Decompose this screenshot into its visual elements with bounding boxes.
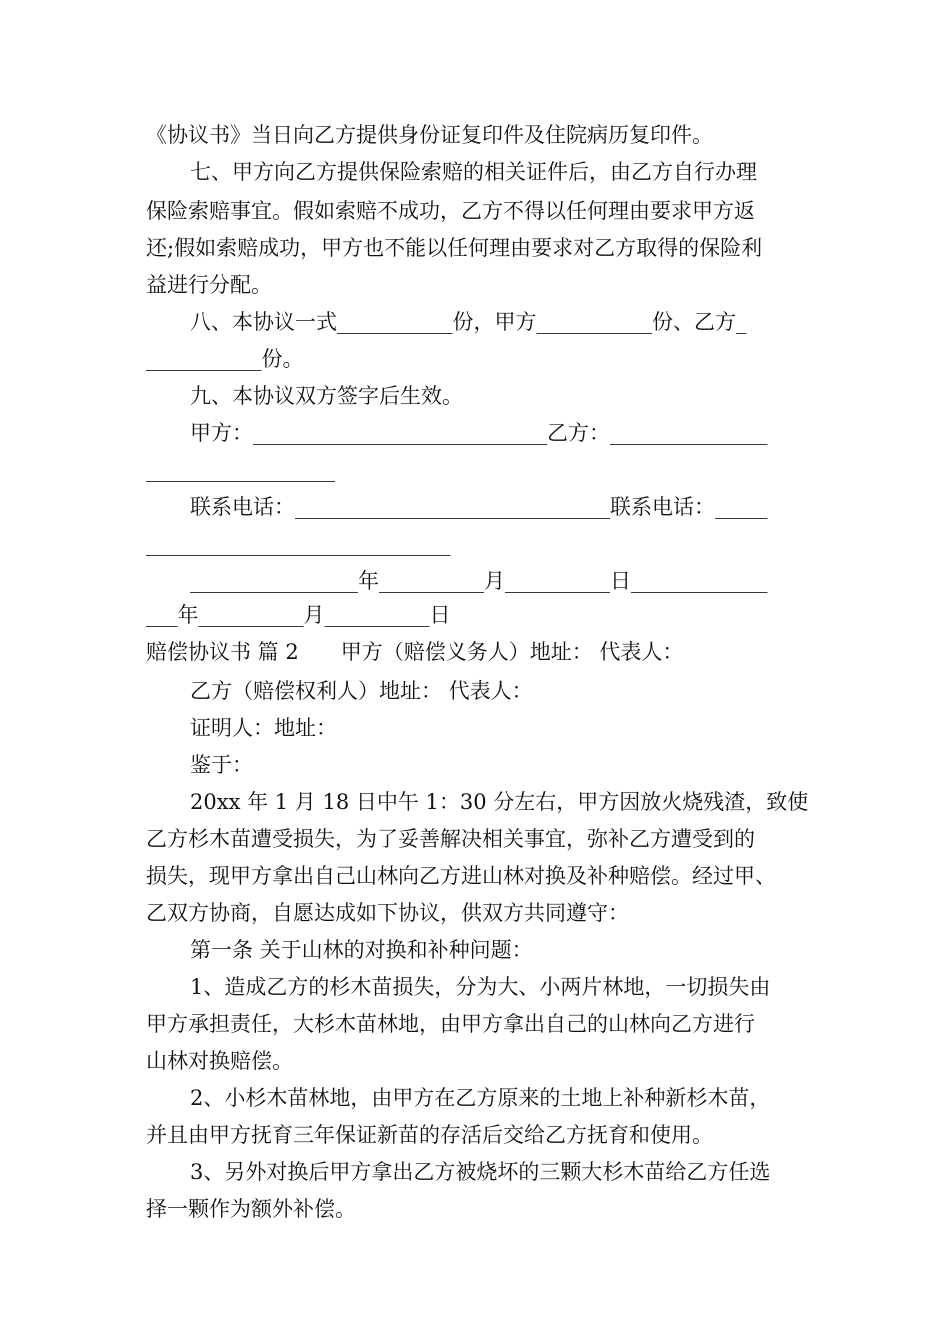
item-three: 3、另外对换后甲方拿出乙方被烧坏的三颗大杉木苗给乙方任选 (190, 1160, 771, 1184)
clause-seven: 七、甲方向乙方提供保险索赔的相关证件后，由乙方自行办理 (190, 160, 757, 184)
text-line: 还;假如索赔成功，甲方也不能以任何理由要求对乙方取得的保险利 (146, 236, 763, 260)
text-line: 择一颗作为额外补偿。 (146, 1197, 356, 1221)
date-line: ________________年__________月__________日_____________ (190, 569, 768, 593)
clause-nine: 九、本协议双方签字后生效。 (190, 384, 463, 408)
text-line: 并且由甲方抚育三年保证新苗的存活后交给乙方抚育和使用。 (146, 1123, 713, 1147)
signature-line-continued: __________________ (146, 458, 335, 482)
text-line: ___________份。 (146, 347, 304, 371)
text-line: 损失，现甲方拿出自己山林向乙方进山林对换及补种赔偿。经过甲、 (146, 864, 776, 888)
witness-line: 证明人：地址： (190, 716, 337, 740)
phone-line-continued: _____________________________ (146, 532, 451, 556)
text-line: 益进行分配。 (146, 273, 272, 297)
party-b-line: 乙方（赔偿权利人）地址： 代表人： (190, 679, 533, 703)
date-line-continued: ___年__________月__________日 (146, 603, 451, 627)
article-one-heading: 第一条 关于山林的对换和补种问题： (190, 938, 533, 962)
phone-line: 联系电话：______________________________联系电话：_____ (190, 495, 768, 519)
section-heading: 赔偿协议书 篇 2 甲方（赔偿义务人）地址： 代表人： (146, 640, 684, 664)
text-line: 乙方杉木苗遭受损失，为了妥善解决相关事宜，弥补乙方遭受到的 (146, 827, 755, 851)
text-line: 乙双方协商，自愿达成如下协议，供双方共同遵守： (146, 901, 629, 925)
text-line: 山林对换赔偿。 (146, 1049, 293, 1073)
signature-line: 甲方：____________________________乙方：_______________ (190, 421, 768, 445)
item-one: 1、造成乙方的杉木苗损失，分为大、小两片林地，一切损失由 (190, 975, 771, 999)
paragraph-start: 20xx 年 1 月 18 日中午 1：30 分左右，甲方因放火烧残渣，致使 (190, 790, 809, 814)
text-line: 甲方承担责任，大杉木苗林地，由甲方拿出自己的山林向乙方进行 (146, 1012, 755, 1036)
item-two: 2、小杉木苗林地，由甲方在乙方原来的土地上补种新杉木苗， (190, 1086, 771, 1110)
clause-eight: 八、本协议一式___________份，甲方___________份、乙方_ (190, 310, 747, 334)
text-line: 保险索赔事宜。假如索赔不成功，乙方不得以任何理由要求甲方返 (146, 199, 755, 223)
whereas-line: 鉴于： (190, 753, 253, 777)
text-line: 《协议书》当日向乙方提供身份证复印件及住院病历复印件。 (146, 123, 713, 147)
